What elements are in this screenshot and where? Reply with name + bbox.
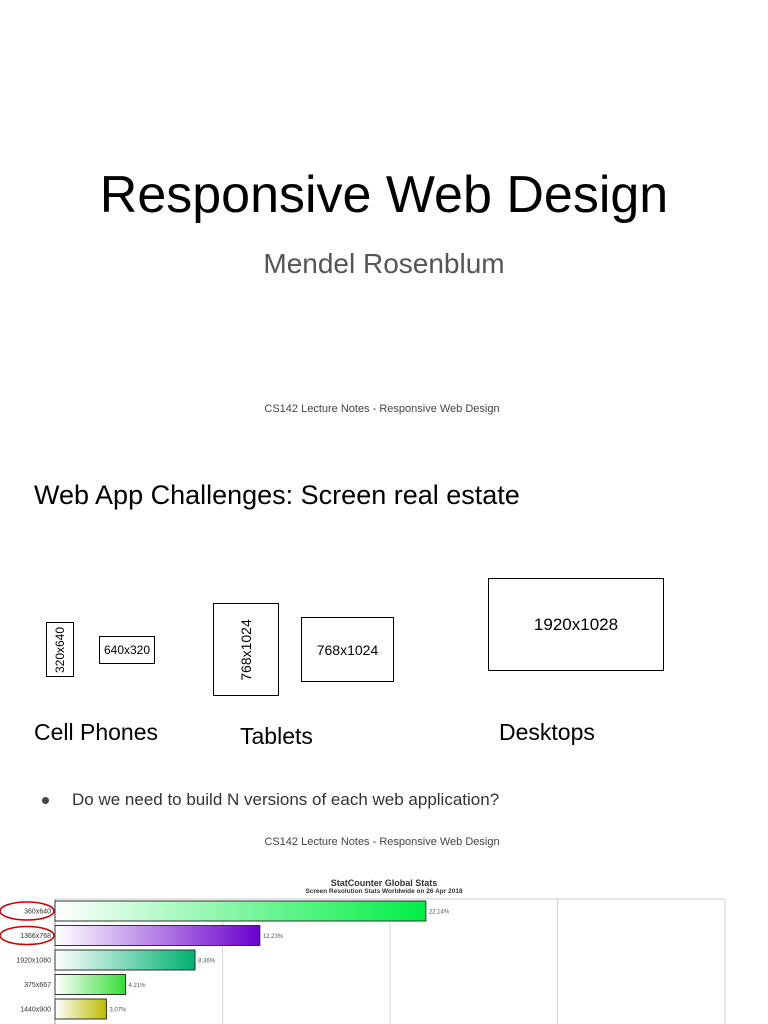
value-label: 8.36% — [198, 958, 216, 965]
tablet-landscape-box — [301, 617, 394, 682]
tablet-portrait-label: 768x1024 — [237, 618, 254, 681]
bar-1920x1080 — [55, 950, 195, 970]
category-label: 360x640 — [24, 908, 51, 916]
category-label: 1920x1080 — [16, 957, 51, 965]
category-label: 375x667 — [24, 982, 51, 989]
value-label: 12.23% — [262, 934, 284, 940]
tablet-landscape-label: 768x1024 — [316, 641, 379, 658]
desktop-label: 1920x1028 — [533, 615, 619, 634]
slide-title: Responsive Web Design — [99, 166, 669, 224]
tablet-portrait-box — [213, 603, 279, 696]
slide-footer-2: CS142 Lecture Notes - Responsive Web Design — [264, 836, 500, 848]
phone-portrait-label: 320x640 — [53, 626, 68, 673]
value-label: 22.14% — [428, 909, 450, 916]
chart-subtitle: Screen Resolution Stats Worldwide on 26 Apr 2018 — [305, 888, 463, 895]
bar-375x667 — [55, 975, 126, 995]
group-label-desktops: Desktops — [499, 719, 595, 745]
author-name: Mendel Rosenblum — [263, 248, 505, 279]
group-label-tablets: Tablets — [240, 723, 313, 749]
bar-1366x768 — [55, 926, 260, 946]
group-label-phones: Cell Phones — [34, 719, 159, 745]
bullet-icon — [42, 797, 49, 804]
phone-landscape-label: 640x320 — [103, 643, 151, 657]
category-label: 1440x900 — [20, 1006, 51, 1014]
bar-1440x900 — [55, 999, 106, 1019]
phone-landscape-box — [99, 636, 155, 664]
slide-heading: Web App Challenges: Screen real estate — [34, 480, 520, 510]
phone-portrait-box — [46, 622, 74, 677]
value-label: 4.21% — [128, 983, 146, 989]
value-label: 3.07% — [109, 1007, 127, 1014]
desktop-box — [488, 578, 664, 671]
chart-title: StatCounter Global Stats — [330, 878, 438, 888]
slide-footer: CS142 Lecture Notes - Responsive Web Design — [264, 403, 500, 415]
resolution-chart — [0, 895, 768, 1024]
category-label: 1366x768 — [20, 933, 51, 940]
bullet-text: Do we need to build N versions of each web application? — [72, 790, 500, 809]
bar-360x640 — [55, 901, 426, 921]
